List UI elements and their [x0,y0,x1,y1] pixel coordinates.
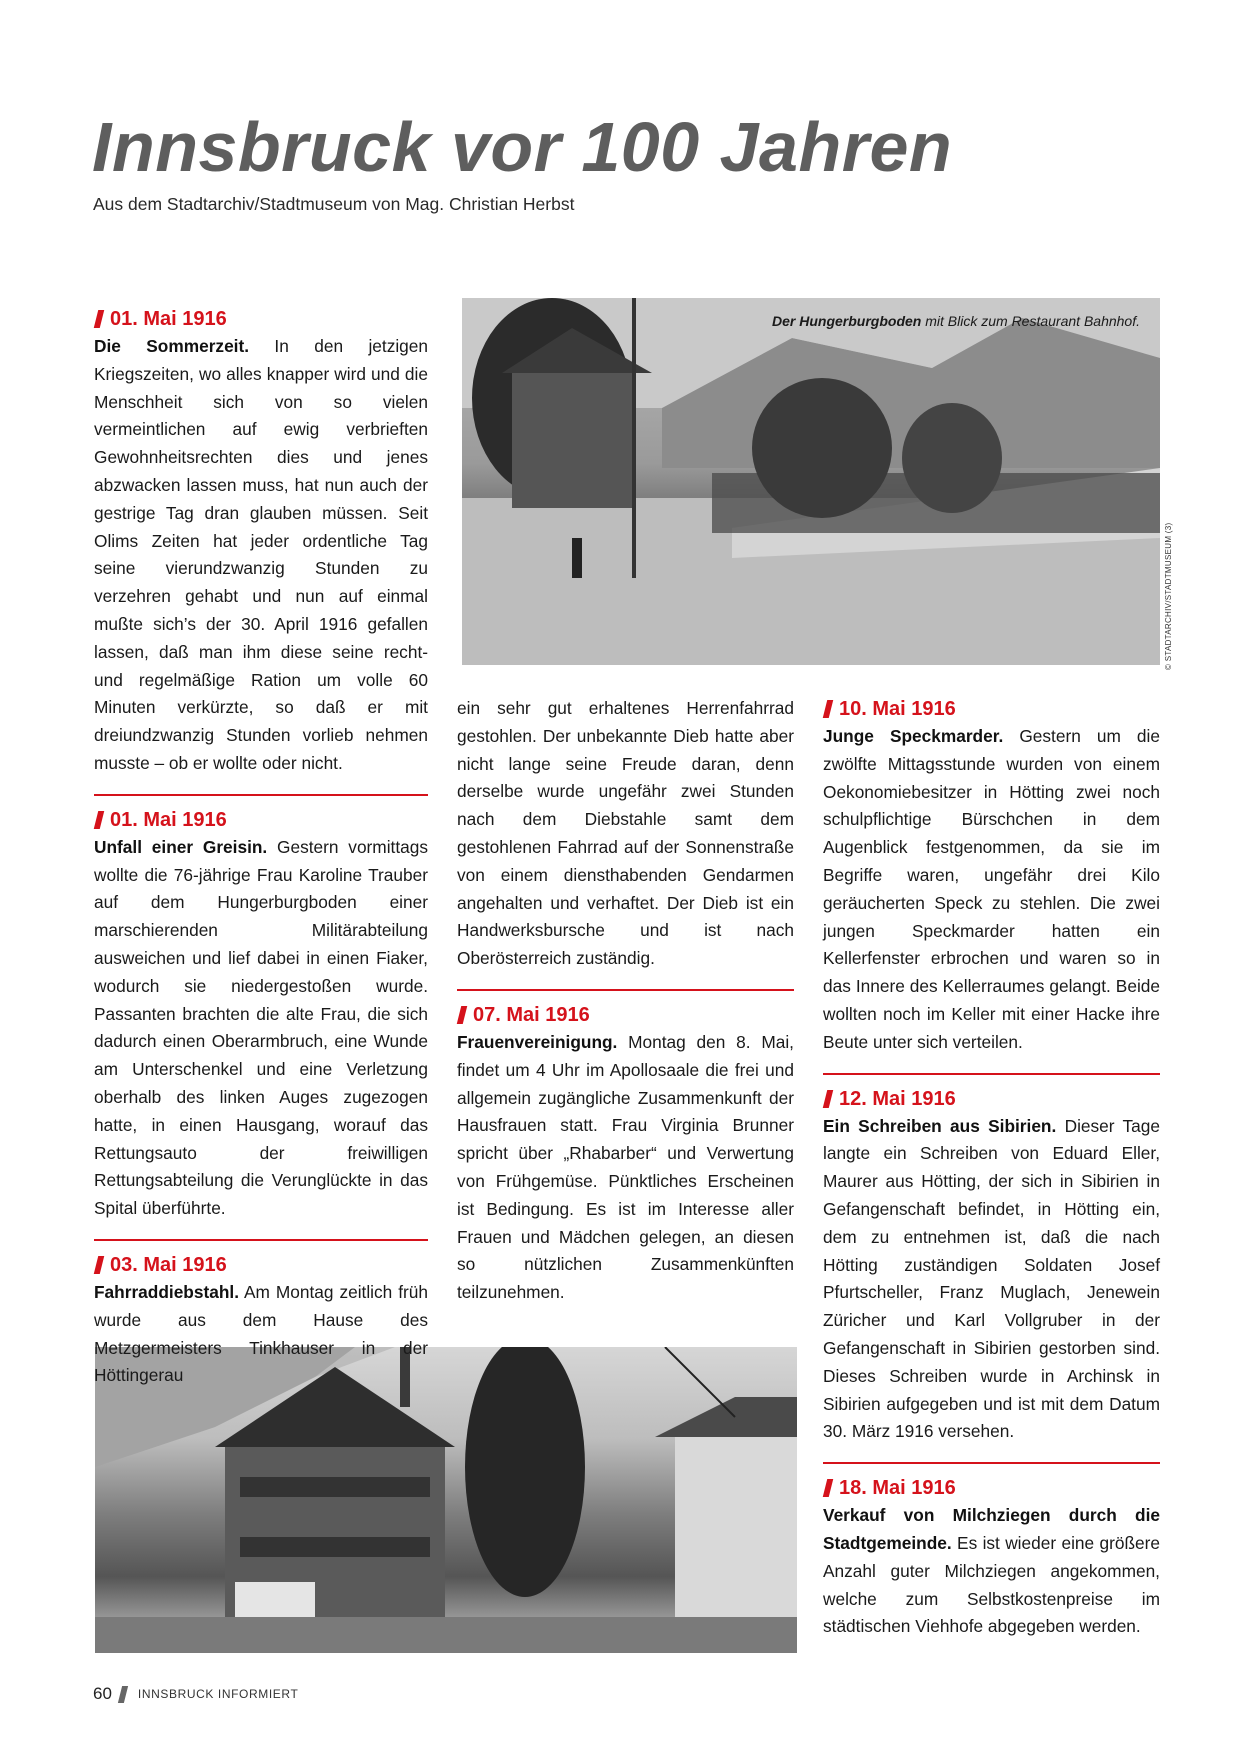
entry-date: 01. Mai 1916 [94,806,428,834]
caption-text: mit Blick zum Restaurant Bahnhof. [921,313,1140,329]
photo-caption [772,312,1140,331]
caption-bold: Der Hungerburgboden [772,313,922,329]
entry-body: Unfall einer Greisin. Gestern vormittags wollte die 76-jährige Frau Karoline Trauber auf dem Hungerburgboden einer marschierenden Militärabteilung ausweichen und lief dabei in einen Fiaker, wodurch sie niedergestoßen wurde. Passanten brachten die alte Frau, die sich dadurch einen Oberarmbruch, eine Wunde am Unterschenkel und eine Verletzung oberhalb des linken Auges zugezogen hatte, in einen Hausgang, worauf das Rettungsauto der freiwilligen Rettungsabteilung die Verunglückte in das Spital überführte. [94,836,429,1219]
column-1 [94,305,428,1390]
column-2 [457,695,794,1307]
entry-body-continuation: ein sehr gut erhaltenes Herrenfahrrad gestohlen. Der unbekannte Dieb hatte aber nicht lange seine Freude daran, denn derselbe wurde ungefähr zwei Stunden nach dem Diebstahle samt dem gestohlenen Fahrrad auf der Sonnenstraße von einem diensthabenden Gendarmen angehalten und verhaftet. Der Dieb ist ein Handwerksbursche und ist nach Oberösterreich zuständig. [457,698,794,969]
photo-scene-illustration [95,1347,797,1653]
red-slash-icon [94,1256,104,1274]
entry-frauenvereinigung [457,1001,794,1307]
entry-body: Die Sommerzeit. In den jetzigen Kriegszeiten, wo alles knapper wird und die Menschheit sich von so vielen vermeintlichen auf ewig verbrieften Gewohnheitsrechten dies und jenes abzwacken lassen muss, hat nun auch der gestrige Tag dran glauben müssen. Seit Olims Zeiten hat jeder ordentliche Tag seine vierundzwanzig Stunden zu verzehren gehabt und nun auf einmal mußte sich’s der 30. April 1916 gefallen lassen, daß man ihm diese seine recht- und regelmäßige Ration um volle 60 Minuten verkürzte, so daß er mit dreiundzwanzig Stunden vorlieb nehmen musste – ob er wollte oder nicht. [94,336,429,773]
gray-slash-icon [118,1686,128,1703]
entry-date: 07. Mai 1916 [457,1001,794,1029]
entry-headline: Frauenvereinigung. [457,1031,618,1052]
red-slash-icon [94,310,104,328]
entry-headline: Ein Schreiben aus Sibirien. [823,1115,1057,1136]
column-3 [823,695,1160,1641]
page-subtitle: Aus dem Stadtarchiv/Stadtmuseum von Mag. Christian Herbst [93,194,575,214]
page-number: 60 [93,1684,112,1703]
entry-body: Frauenvereinigung. Montag den 8. Mai, findet um 4 Uhr im Apollosaale die frei und allgemein zugängliche Zusammenkunft der Hausfrauen statt. Frau Virginia Brunner spricht über „Rhabarber“ und Verwertung von Frühgemüse. Pünktliches Erscheinen ist Bedingung. Es ist im Interesse aller Frauen und Mädchen gelegen, an diesen so nützlichen Zusammenkünften teilzunehmen. [457,1031,794,1303]
entry-date: 10. Mai 1916 [823,695,1160,723]
red-slash-icon [457,1006,467,1024]
entry-body: Fahrraddiebstahl. Am Montag zeitlich früh wurde aus dem Hause des Metzgermeisters Tinkhauser in der Höttingerau [94,1281,428,1386]
entry-milchziegen [823,1474,1160,1641]
entry-sommerzeit [94,305,428,778]
entry-headline: Fahrraddiebstahl. [94,1281,240,1302]
entry-body: Junge Speckmarder. Gestern um die zwölfte Mittagsstunde wurden von einem Oekonomiebesitzer in Hötting zwei noch schulpflichtige Bürschchen in dem Augenblick festgenommen, da sie im Begriffe waren, ungefähr drei Kilo geräucherten Speck zu stehlen. Die zwei jungen Speckmarder hatten ein Kellerfenster erbrochen und waren so in das Innere des Kellerraumes gelangt. Beide wollten noch im Keller mit einer Hacke ihre Beute unter sich verteilen. [823,726,1160,1052]
red-slash-icon [823,1479,833,1497]
entry-date: 18. Mai 1916 [823,1474,1160,1502]
entry-speckmarder [823,695,1160,1057]
red-slash-icon [94,811,104,829]
photo-villa [95,1347,797,1653]
entry-headline: Verkauf von Milchziegen durch die Stadtgemeinde. [823,1505,1160,1553]
entry-date: 12. Mai 1916 [823,1085,1160,1113]
publication-name: INNSBRUCK INFORMIERT [137,1687,299,1701]
entry-headline: Unfall einer Greisin. [94,836,268,857]
section-divider [457,989,794,991]
entry-body: Ein Schreiben aus Sibirien. Dieser Tage langte ein Schreiben von Eduard Eller, Maurer aus Hötting, der sich in Sibirien in Gefangenschaft befindet, in Hötting ein, dem zu entnehmen ist, daß die nach Hötting zuständigen Soldaten Josef Pfurtscheller, Franz Muglach, Jenewein Züricher und Karl Vollgruber in der Gefangenschaft in Sibirien gestorben sind. Dieses Schreiben wurde in Archinsk in Sibirien aufgegeben und ist mit dem Datum 30. März 1916 versehen. [823,1115,1160,1442]
photo-hungerburgboden [462,298,1160,665]
entry-date: 01. Mai 1916 [94,305,428,333]
red-slash-icon [823,1090,833,1108]
page-footer [93,1684,298,1704]
photo-scene-illustration [462,298,1160,665]
section-divider [823,1462,1160,1464]
entry-date: 03. Mai 1916 [94,1251,428,1279]
entry-fahrraddiebstahl [94,1251,428,1390]
section-divider [94,794,428,796]
section-divider [823,1073,1160,1075]
red-slash-icon [823,700,833,718]
entry-headline: Junge Speckmarder. [823,726,1004,746]
section-divider [94,1239,428,1241]
entry-body: Verkauf von Milchziegen durch die Stadtgemeinde. Es ist wieder eine größere Anzahl guter Milchziegen angekommen, welche zum Selbstkostenpreise im städtischen Viehhofe abgegeben werden. [823,1505,1160,1637]
page-title: Innsbruck vor 100 Jahren [92,108,953,186]
entry-headline: Die Sommerzeit. [94,336,250,356]
photo-credit: © STADTARCHIV/STADTMUSEUM (3) [1164,522,1173,670]
entry-unfall-greisin [94,806,428,1223]
entry-schreiben-sibirien [823,1085,1160,1447]
